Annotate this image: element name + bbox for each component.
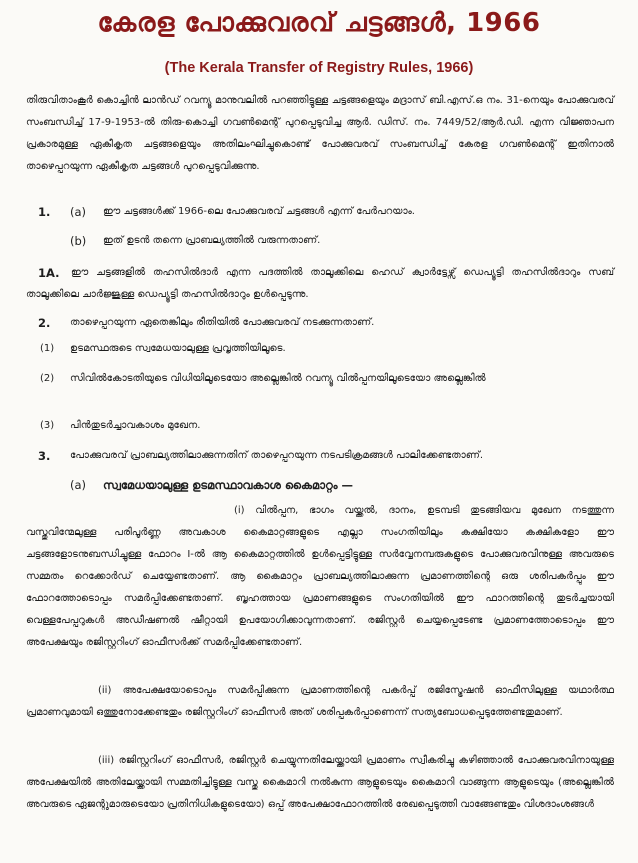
rule-2-item-2-label: (2) <box>40 373 55 384</box>
rule-2-item-3-label: (3) <box>40 420 55 431</box>
rule-1b-text: ഇത് ഉടൻ തന്നെ പ്രാബല്യത്തിൽ വരുന്നതാണ്. <box>103 235 321 246</box>
rule-2-item-3-text: പിൻതുടർച്ചാവകാശം മുഖേന. <box>70 420 201 431</box>
rule-2-item-1-label: (1) <box>40 343 55 354</box>
rule-3a-paragraph-iii: (iii) രജിസ്റ്ററിംഗ് ഓഫീസർ, രജിസ്റ്റർ ചെയ്യുന്നതിലേയ്ക്കായി പ്രമാണം സ്വീകരിച്ചു കഴിഞ്ഞാൽ പോക്കുവരവിനായുള്ള അപേക്ഷയിൽ അതിലേയ്ക്കായി സമ്മതിച്ചിട്ടുള്ള വസ്തു കൈമാറി നൽകുന്ന ആളുടെയും കൈമാറി വാങ്ങുന്ന ആളുടെയും (അല്ലെങ്കിൽ അവരുടെ ഏജന്റുമാരുടെയോ പ്രതിനിധികളുടെയോ) ഒപ്പ് അപേക്ഷാഫോറത്തിൽ രേഖപ്പെടുത്തി വാങ്ങേണ്ടതും വിശദാംശങ്ങൾ <box>26 755 614 810</box>
rule-1-number: 1. <box>38 205 51 219</box>
rule-1a-label: (a) <box>70 205 87 219</box>
rule-2-text: താഴെപ്പറയുന്ന ഏതെങ്കിലും രീതിയിൽ പോക്കുവരവ് നടക്കുന്നതാണ്. <box>70 317 375 328</box>
rule-3-text: പോക്കുവരവ് പ്രാബല്യത്തിലാക്കുന്നതിന് താഴെപ്പറയുന്ന നടപടിക്രമങ്ങൾ പാലിക്കേണ്ടതാണ്. <box>70 450 484 461</box>
rule-2-number: 2. <box>38 316 51 330</box>
document-title: കേരള പോക്കുവരവ് ചട്ടങ്ങൾ, 1966 <box>97 8 541 38</box>
rule-1b-label: (b) <box>70 234 87 248</box>
rule-3a-paragraph-i: (i) വിൽപ്പന, ഭാഗം വയ്ക്കൽ, ദാനം, ഉടമ്പടി തുടങ്ങിയവ മുഖേന നടത്തുന്ന വസ്തുവിന്മേലുള്ള പരിപൂർണ്ണ അവകാശ കൈമാറ്റങ്ങളുടെ എല്ലാ സംഗതിയിലും കക്ഷിയോ കക്ഷികളോ ഈ ചട്ടങ്ങളോടനുബന്ധിച്ചുള്ള ഫോറം I-ൽ ആ കൈമാറ്റത്തിൽ ഉൾപ്പെട്ടിട്ടുള്ള സർവ്വേനമ്പരുകളുടെ പോക്കുവരവിനുള്ള അവരുടെ സമ്മതം റെക്കോർഡ് ചെയ്യേണ്ടതാണ്. ആ കൈമാറ്റം പ്രാബല്യത്തിലാക്കുന്ന പ്രമാണത്തിന്റെ ഒരു ശരിപകർപ്പും ഈ ഫോറത്തോടൊപ്പം സമർപ്പിക്കേണ്ടതാണ്. ബൃഹത്തായ പ്രമാണങ്ങളുടെ സംഗതിയിൽ ഈ ഫാറത്തിന്റെ തുടർച്ചയായി വെള്ളപേപ്പറുകൾ അഡീഷണൽ ഷീറ്റായി ഉപയോഗിക്കാവുന്നതാണ്. രജിസ്റ്റർ ചെയ്യപ്പെടേണ്ട പ്രമാണത്തോടൊപ്പം ഈ അപേക്ഷയും രജിസ്റ്ററിംഗ് ഓഫീസർക്ക് സമർപ്പിക്കേണ്ടതാണ്. <box>26 505 614 648</box>
rule-1a-text: ഈ ചട്ടങ്ങൾക്ക് 1966-ലെ പോക്കുവരവ് ചട്ടങ്ങൾ എന്ന് പേർപറയാം. <box>103 206 415 217</box>
rule-2-item-1-text: ഉടമസ്ഥരുടെ സ്വമേധയാലുള്ള പ്രവൃത്തിയിലൂടെ. <box>70 343 286 354</box>
rule-3-number: 3. <box>38 449 51 463</box>
rule-2-item-2-text: സിവിൽകോടതിയുടെ വിധിയിലൂടെയോ അല്ലെങ്കിൽ റവന്യൂ വിൽപ്പനയിലൂടെയോ അല്ലെങ്കിൽ <box>70 373 486 384</box>
rule-3a-heading: സ്വമേധയാലുള്ള ഉടമസ്ഥാവകാശ കൈമാറ്റം — <box>103 478 354 492</box>
rule-1A-number: 1A. <box>38 266 60 280</box>
rule-3a-paragraph-ii: (ii) അപേക്ഷയോടൊപ്പം സമർപ്പിക്കുന്ന പ്രമാണത്തിന്റെ പകർപ്പ് രജിസ്ട്രേഷൻ ഓഫീസിലുള്ള യഥാർത്ഥ പ്രമാണവുമായി ഒത്തുനോക്കേണ്ടതും രജിസ്റ്ററിംഗ് ഓഫീസർ അത് ശരിപ്പകർപ്പാണെന്ന് സത്യബോധപ്പെടുത്തേണ്ടതുമാണ്. <box>26 685 614 718</box>
preamble-paragraph: തിരുവിതാംകൂർ കൊച്ചിൻ ലാൻഡ് റവന്യൂ മാനുവലിൽ പറഞ്ഞിട്ടുള്ള ചട്ടങ്ങളെയും മദ്രാസ് ബി.എസ്.ഒ നം. 31-നെയും പോക്കുവരവ് സംബന്ധിച്ച് 17-9-1953-ൽ തിരു-കൊച്ചി ഗവൺമെന്റ് പുറപ്പെടുവിച്ച ആർ. ഡിസ്. നം. 7449/52/ആർ.ഡി. എന്ന വിജ്ഞാപന പ്രകാരമുള്ള ഏകീകൃത ചട്ടങ്ങളെയും അതിലംഘിച്ചുകൊണ്ട് പോക്കുവരവ് സംബന്ധിച്ച് കേരള ഗവൺമെന്റ് ഇതിനാൽ താഴെപ്പറയുന്ന ഏകീകൃത ചട്ടങ്ങൾ പുറപ്പെടുവിക്കുന്നു. <box>26 95 614 172</box>
document-subtitle: (The Kerala Transfer of Registry Rules, 1966) <box>164 60 474 76</box>
rule-3a-label: (a) <box>70 478 87 492</box>
rule-1A-text: ഈ ചട്ടങ്ങളിൽ തഹസിൽദാർ എന്ന പദത്തിൽ താലൂക്കിലെ ഹെഡ് ക്വാർട്ടേഴ്സ് ഡെപ്യൂട്ടി തഹസിൽദാറും സബ് താലൂക്കിലെ ചാർജ്ജുള്ള ഡെപ്യൂട്ടി തഹസിൽദാറും ഉൾപ്പെടുന്നു. <box>26 267 614 300</box>
